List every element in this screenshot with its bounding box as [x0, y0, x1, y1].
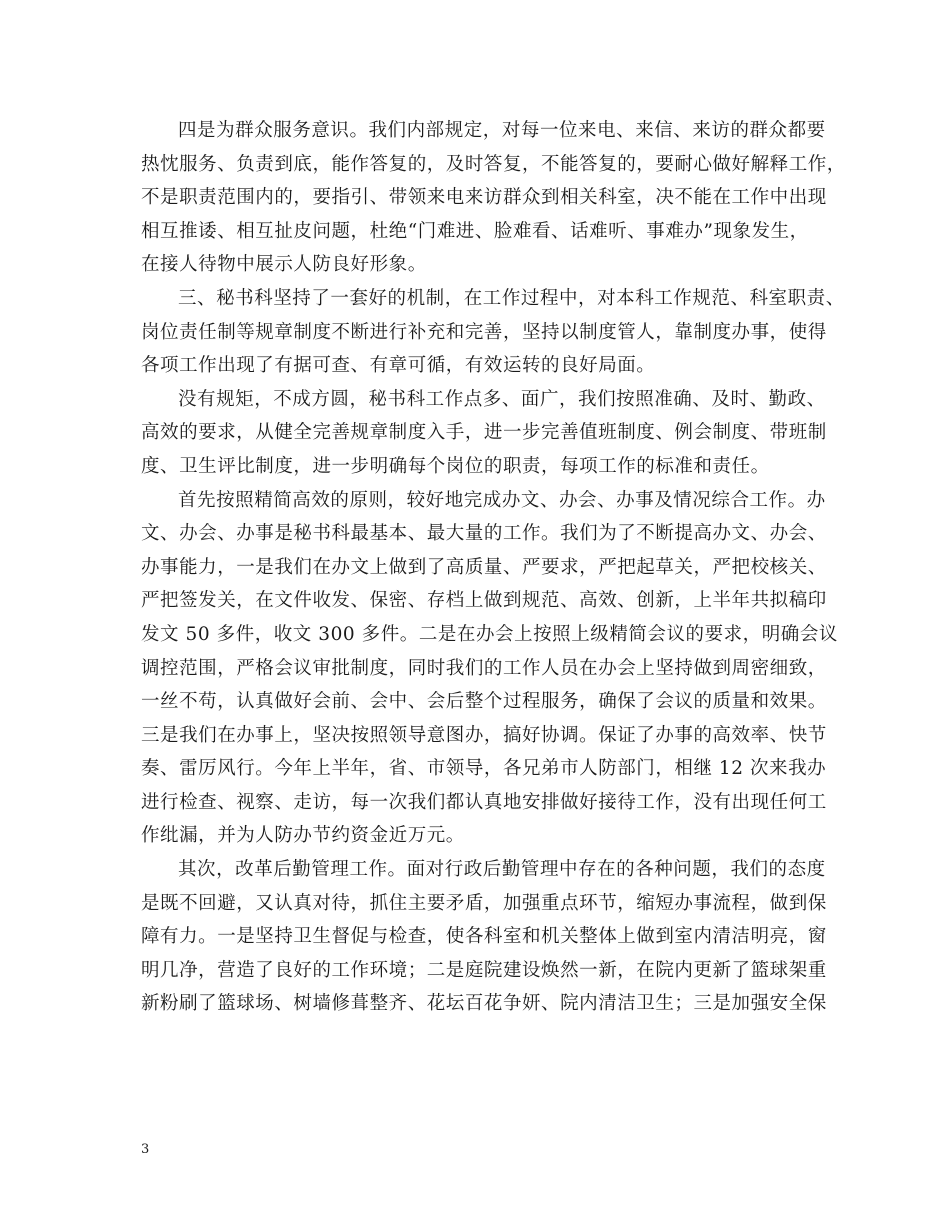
text-line: 一丝不苟，认真做好会前、会中、会后整个过程服务，确保了会议的质量和效果。 — [141, 691, 827, 713]
paragraph-efficiency — [141, 484, 838, 854]
text-line: 进行检查、视察、走访，每一次我们都认真地安排做好接待工作，没有出现任何工 — [141, 791, 827, 813]
text-line: 严把签发关，在文件收发、保密、存档上做到规范、高效、创新，上半年共拟稿印 — [141, 590, 827, 612]
text-line: 相互推诿、相互扯皮问题，杜绝“门难进、脸难看、话难听、事难办”现象发生， — [141, 220, 809, 242]
text-line: 发文 50 多件，收文 300 多件。二是在办会上按照上级精简会议的要求，明确会议 — [141, 623, 838, 645]
text-line: 办事能力，一是我们在办文上做到了高质量、严要求，严把起草关，严把校核关、 — [141, 556, 827, 578]
text-line: 新粉刷了篮球场、树墙修葺整齐、花坛百花争妍、院内清洁卫生；三是加强安全保 — [141, 993, 827, 1015]
paragraph-rules — [141, 383, 827, 484]
text-line: 岗位责任制等规章制度不断进行补充和完善，坚持以制度管人，靠制度办事，使得 — [141, 321, 827, 343]
paragraph-logistics — [141, 853, 827, 1021]
text-line: 没有规矩，不成方圆，秘书科工作点多、面广，我们按照准确、及时、勤政、 — [178, 388, 826, 410]
text-line: 热忱服务、负责到底，能作答复的，及时答复，不能答复的，要耐心做好解释工作， — [141, 153, 846, 175]
text-line: 明几净，营造了良好的工作环境；二是庭院建设焕然一新，在院内更新了篮球架重 — [141, 959, 827, 981]
text-line: 首先按照精简高效的原则，较好地完成办文、办会、办事及情况综合工作。办 — [178, 489, 826, 511]
document-body — [141, 114, 846, 1021]
text-line: 在接人待物中展示人防良好形象。 — [141, 254, 427, 276]
text-line: 调控范围，严格会议审批制度，同时我们的工作人员在办会上坚持做到周密细致， — [141, 657, 827, 679]
text-line: 障有力。一是坚持卫生督促与检查，使各科室和机关整体上做到室内清洁明亮，窗 — [141, 926, 827, 948]
text-line: 是既不回避，又认真对待，抓住主要矛盾，加强重点环节，缩短办事流程，做到保 — [141, 892, 827, 914]
text-line: 文、办会、办事是秘书科最基本、最大量的工作。我们为了不断提高办文、办会、 — [141, 523, 827, 545]
text-line: 度、卫生评比制度，进一步明确每个岗位的职责，每项工作的标准和责任。 — [141, 455, 770, 477]
text-line: 四是为群众服务意识。我们内部规定，对每一位来电、来信、来访的群众都要 — [178, 120, 826, 141]
text-line: 三、秘书科坚持了一套好的机制，在工作过程中，对本科工作规范、科室职责、 — [178, 287, 845, 309]
paragraph-service-awareness — [141, 114, 846, 282]
page-number: 3 — [141, 1142, 150, 1157]
text-line: 作纰漏，并为人防办节约资金近万元。 — [141, 825, 465, 847]
paragraph-mechanism — [141, 282, 845, 383]
text-line: 高效的要求，从健全完善规章制度入手，进一步完善值班制度、例会制度、带班制 — [141, 422, 827, 444]
text-line: 三是我们在办事上，坚决按照领导意图办，搞好协调。保证了办事的高效率、快节 — [141, 724, 827, 746]
text-line: 不是职责范围内的，要指引、带领来电来访群众到相关科室，决不能在工作中出现 — [141, 187, 827, 209]
text-line: 奏、雷厉风行。今年上半年，省、市领导，各兄弟市人防部门，相继 12 次来我办 — [141, 758, 827, 780]
text-line: 其次，改革后勤管理工作。面对行政后勤管理中存在的各种问题，我们的态度 — [178, 859, 826, 881]
text-line: 各项工作出现了有据可查、有章可循，有效运转的良好局面。 — [141, 355, 656, 377]
